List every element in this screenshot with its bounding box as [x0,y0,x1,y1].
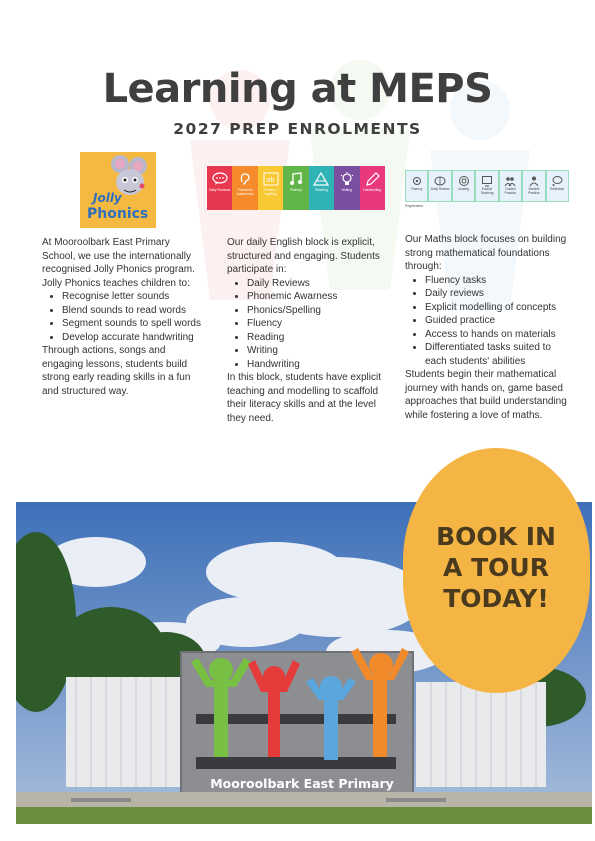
cta-line-3: TODAY! [443,584,549,613]
mouse-icon [80,152,156,228]
school-sign: Mooroolbark East Primary [210,776,394,791]
maths-icon-daily-review: Daily Review [428,170,451,202]
col3-intro: Our Maths block focuses on building strong mathematical foundations through: [405,234,567,272]
ear-icon [237,172,253,186]
list-item: • Recognise letter sounds [62,290,202,304]
pencil-icon [364,172,380,186]
maths-strip-caption: Registration [405,204,424,208]
brain-icon [434,175,446,187]
list-item: • Handwriting [247,358,389,372]
group-icon [504,175,516,187]
list-item: • Explicit modelling of concepts [425,301,571,315]
pyramid-icon [313,172,329,186]
list-item: • Differentiated tasks suited to each students' abilities [425,341,571,368]
list-item: • Reading [247,331,389,345]
maths-block-column [405,233,571,422]
jolly-phonics-logo [80,152,156,228]
col3-list [405,274,571,369]
english-icon-handwriting: Handwriting [360,166,385,210]
list-item: • Access to hands on materials [425,328,571,342]
list-item: • Daily reviews [425,287,571,301]
lightbulb-icon [339,172,355,186]
list-item: • Fluency tasks [425,274,571,288]
svg-text:Jolly: Jolly [93,191,122,205]
maths-icon-goaling: Goaling [452,170,475,202]
board-icon [481,175,493,187]
maths-icon-fluency: Fluency [405,170,428,202]
letters-icon [263,172,279,186]
thought-icon [551,175,563,187]
target-icon [458,175,470,187]
list-item: • Segment sounds to spell words [62,317,202,331]
english-icon-reading: Reading [309,166,334,210]
svg-text:ab: ab [265,176,275,184]
cta-line-2: A TOUR [443,553,549,582]
english-icon-phonemic-awareness: Phonemic Awareness [232,166,257,210]
book-tour-text [403,521,589,614]
list-item: • Develop accurate handwriting [62,331,202,345]
list-item: • Guided practice [425,314,571,328]
col2-outro: In this block, students have explicit teaching and modelling to scaffold their literacy skills and at the level they need. [227,372,381,424]
maths-icon-explicit-teaching: Explicit Teaching [475,170,498,202]
people-icon [528,175,540,187]
page-subtitle: 2027 PREP ENROLMENTS [173,120,422,138]
english-block-column [227,236,389,425]
english-icon-phonics-spelling: ab Phonics / Spelling [258,166,283,210]
col1-list [42,290,202,344]
maths-icon-reflection: Reflection [546,170,569,202]
maths-icon-guided-practice: Guided Practice [499,170,522,202]
cta-line-1: BOOK IN [436,522,556,551]
col2-list [227,277,389,372]
svg-text:Phonics: Phonics [87,206,149,222]
list-item: • Blend sounds to read words [62,304,202,318]
gear-icon [411,175,423,187]
maths-icon-student-practice: Student Practice [522,170,545,202]
list-item: • Phonics/Spelling [247,304,389,318]
list-item: • Daily Reviews [247,277,389,291]
list-item: • Fluency [247,317,389,331]
page-title: Learning at MEPS [102,66,493,112]
maths-block-icons [405,170,569,204]
col2-intro: Our daily English block is explicit, structured and engaging. Students participate in: [227,237,380,275]
english-icon-writing: Writing [334,166,359,210]
jolly-phonics-column [42,236,202,398]
col3-outro: Students begin their mathematical journey with hands on, game based approaches that build understanding while fostering a love of maths. [405,369,567,421]
list-item: • Writing [247,344,389,358]
list-item: • Phonemic Awarness [247,290,389,304]
english-icon-daily-reviews: Daily Reviews [207,166,232,210]
speech-bubble-icon [212,172,228,186]
english-block-icons [207,166,385,210]
music-note-icon [288,172,304,186]
col1-outro: Through actions, songs and engaging lessons, students build strong early reading skills in a fun and structured way. [42,345,191,397]
col1-intro: At Mooroolbark East Primary School, we use the internationally recognised Jolly Phonics program. Jolly Phonics teaches children to: [42,237,195,289]
english-icon-fluency: Fluency [283,166,308,210]
